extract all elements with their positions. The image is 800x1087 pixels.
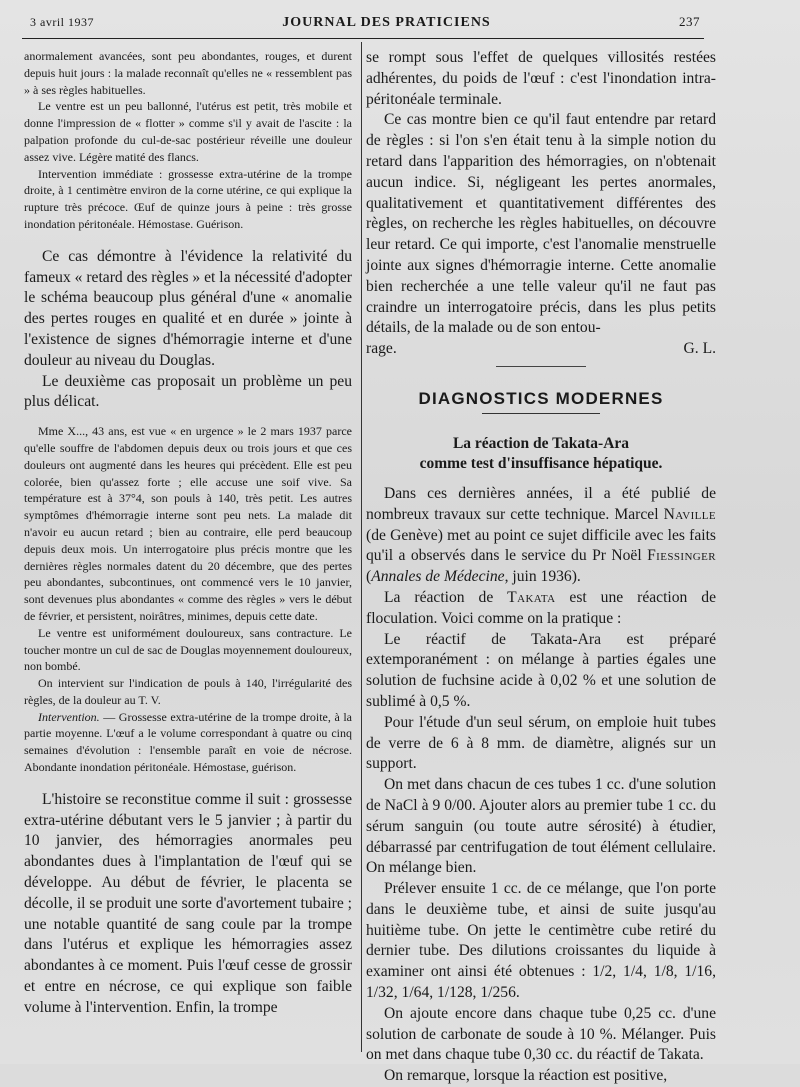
journal-reference: Annales de Médecine xyxy=(371,568,505,586)
paragraph-reagent: Le réactif de Takata-Ara est préparé extemporanément : on mélange à parties égales une solution de fuchsine acide à 0,02 % et une solution de sublimé à 0,5 %. xyxy=(366,630,716,710)
case1-continued: anormalement avancées, sont peu abondantes, rouges, et durent depuis huit jours : la malade reconnaît qu'elles ne « ressemblent pas » à ses règles habituelles. xyxy=(24,49,352,97)
conclusion: Ce cas montre bien ce qu'il faut entendre par retard de règles : si l'on s'en était tenu à la simple notion du retard dans l'apparition des hémorragies, on n'obtenait aucun indice. Si, négligeant les pertes anormales, qualitativement et quantitativement différentes des règles, on recherche les règles habituelles, on découvre leur retard. Ce qui importe, c'est l'anomalie menstruelle jointe aux signes d'hémorragie interne. Cette anomalie bien recherchée a une telle valeur qu'il ne faut pas craindre un interrogatoire précis, dans les plus petits détails, de la malade ou de son entou- xyxy=(366,111,716,337)
history-reconstruction: L'histoire se reconstitue comme il suit : grossesse extra-utérine débutant vers le 5 janvier ; à partir du 10 janvier, des hémorragies anormales peu abondantes dues à l'implantation de l'œuf qui se développe. Au début de février, le placenta se décolle, il se produit une sorte d'avortement tubaire ; une notable quantité de sang coule par la trompe dans l'utérus et explique les hémorragies assez abondantes à ce moment. Puis l'œuf cesse de grossir et entre en nécrose, ce qui explique son faible volume à l'intervention. Enfin, la trompe xyxy=(24,790,353,1016)
article-title xyxy=(366,434,716,474)
paragraph-carbonate: On ajoute encore dans chaque tube 0,25 cc. d'une solution de carbonate de soude à 10 %. Mélanger. Puis on met dans chaque tube 0,30 cc. du réactif de Takata. xyxy=(366,1004,716,1064)
journal-title: JOURNAL DES PRATICIENS xyxy=(282,15,491,30)
case2-intro: Mme X..., 43 ans, est vue « en urgence » le 2 mars 1937 parce qu'elle souffre de l'abdomen depuis deux ou trois jours et que ces douleurs ont augmenté dans les heures qui précèdent. Elle est peu colorée, bien qu'assez forte ; elle accuse une soif vive. Sa température est à 37°4, son pouls à 140, très petit. Les autres symptômes d'hémorragie interne sont peu nets. La malade dit n'avoir eu aucun retard ; bien au contraire, elle perd beaucoup depuis deux mois. Un interrogatoire plus précis montre que les dernières règles normales datent du 20 décembre, que des pertes peu abondantes, subcontinues, ont commencé vers le 10 janvier, sont devenues plus abondantes « comme des règles » vers le début de février, et persistent, noirâtres, minimes, depuis cette date. xyxy=(24,424,352,623)
author-fiessinger: Fiessinger xyxy=(647,547,716,565)
p1-text-a: Dans ces dernières années, il a été publié de nombreux travaux sur cette technique. Marcel xyxy=(366,484,716,523)
paragraph-dilutions: Prélever ensuite 1 cc. de ce mélange, que l'on porte dans le deuxième tube, et ainsi de suite jusqu'au huitième tube. On jette le centimètre cube retiré du dernier tube. Des dilutions croissantes du liquide à examiner ont ainsi été obtenues : 1/2, 1/4, 1/8, 1/16, 1/32, 1/64, 1/128, 1/256. xyxy=(366,880,716,1002)
p1-text-c: ( xyxy=(366,568,372,586)
section-rule xyxy=(482,413,600,414)
p2-text-a: La réaction de xyxy=(384,588,508,606)
page-number: 237 xyxy=(678,14,700,29)
right-column xyxy=(366,48,716,1087)
article-end-rule xyxy=(496,366,586,367)
p2-text-b: est une réaction de floculation. Voici comme on la pratique : xyxy=(366,588,716,627)
header-rule xyxy=(22,38,704,39)
issue-date: 3 avril 1937 xyxy=(30,15,94,29)
case2-decision: On intervient sur l'indication de pouls à 140, l'irrégularité des règles, de la douleur au T. V. xyxy=(24,676,352,707)
conclusion-last-line xyxy=(366,339,716,360)
column-divider xyxy=(361,42,362,1052)
left-column xyxy=(24,48,352,1019)
paragraph-nacl: On met dans chacun de ces tubes 1 cc. d'une solution de NaCl à 9 0/00. Ajouter alors au premier tube 1 cc. du sérum sanguin (ou toute autre sérosité) à étudier, débarrassé par centrifugation de tout élément cellulaire. On mélange bien. xyxy=(366,776,716,877)
author-signature: G. L. xyxy=(683,340,716,358)
p1-text-d: , juin 1936). xyxy=(504,568,581,586)
comment-relativity: Ce cas démontre à l'évidence la relativité du fameux « retard des règles » et la nécessité d'adopter le schéma beaucoup plus général d'une « anomalie des pertes rouges en qualité et en durée » jointe à l'existence de signes d'hémorragie interne et d'une douleur au niveau du Douglas. xyxy=(24,247,352,369)
comment-second-case: Le deuxième cas proposait un problème un peu plus délicat. xyxy=(24,372,352,411)
history-end: se rompt sous l'effet de quelques villosités restées adhérentes, du poids de l'œuf : c'est l'inondation intra-péritonéale terminale. xyxy=(366,49,716,108)
case1-exam: Le ventre est un peu ballonné, l'utérus est petit, très mobile et donne l'impression de « flotter » comme s'il y avait de l'ascite : la palpation profonde du cul-de-sac postérieur réveille une douleur assez vive. Légère matité des flancs. xyxy=(24,99,352,164)
conclusion-end: rage. xyxy=(366,340,397,358)
page-header xyxy=(30,14,700,36)
paragraph-tubes: Pour l'étude d'un seul sérum, on emploie huit tubes de verre de 6 à 8 mm. de diamètre, alignés sur un support. xyxy=(366,713,716,773)
author-naville: Naville xyxy=(663,505,716,523)
author-takata: Takata xyxy=(507,588,556,606)
case1-intervention: Intervention immédiate : grossesse extra-utérine de la trompe droite, à 1 centimètre environ de la corne utérine, ce qui explique la rupture très précoce. Œuf de quinze jours à peine : très grosse inondation péritonéale. Hémostase. Guérison. xyxy=(24,166,352,231)
intervention-label: Intervention. xyxy=(38,709,100,724)
paragraph-intro xyxy=(366,484,716,588)
case2-intervention xyxy=(24,709,352,776)
p1-text-b: (de Genève) met au point ce sujet difficile avec les faits qu'il a observés dans le service du Pr Noël xyxy=(366,526,716,565)
paragraph-floculation xyxy=(366,588,716,630)
section-title: DIAGNOSTICS MODERNES xyxy=(418,388,664,408)
article-title-line2: comme test d'insuffisance hépatique. xyxy=(419,454,663,472)
paragraph-positive: On remarque, lorsque la réaction est positive, xyxy=(384,1067,668,1085)
intervention-text: — Grossesse extra-utérine de la trompe droite, à la partie moyenne. L'œuf a le volume correspondant à quatre ou cinq semaines d'évolution : l'ensemble paraît en voie de nécrose. Abondante inondation péritonéale. Hémostase, guérison. xyxy=(24,709,352,775)
article-title-line1: La réaction de Takata-Ara xyxy=(452,434,630,452)
case2-exam: Le ventre est uniformément douloureux, sans contracture. Le toucher montre un cul de sac de Douglas moyennement douloureux, non bombé. xyxy=(24,625,352,674)
